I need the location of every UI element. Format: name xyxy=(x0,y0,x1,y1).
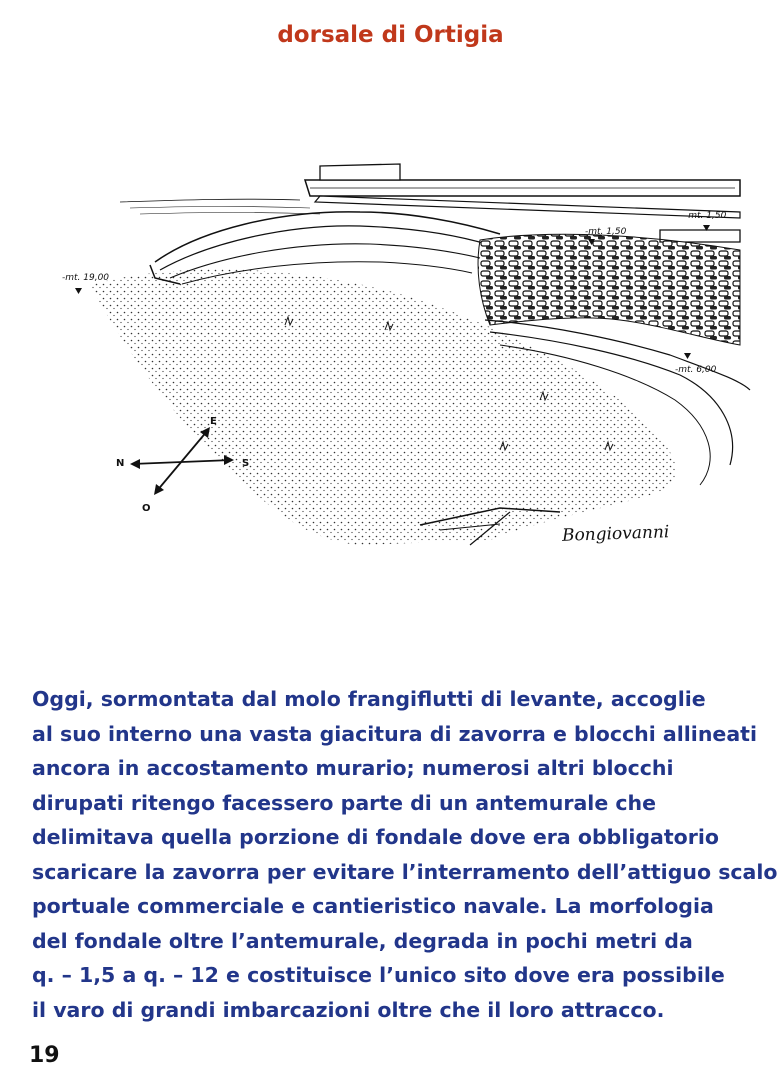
compass-south: S xyxy=(242,458,250,469)
body-paragraph xyxy=(32,682,778,1027)
body-line: Oggi, sormontata dal molo frangiflutti di levante, accoglie xyxy=(32,687,706,711)
compass-east: E xyxy=(210,416,217,427)
artist-signature: Bongiovanni xyxy=(561,522,670,546)
body-line: del fondale oltre l’antemurale, degrada in pochi metri da xyxy=(32,928,693,953)
compass-west: O xyxy=(142,503,151,514)
seabed-illustration xyxy=(60,150,760,580)
page-number: 19 xyxy=(29,1043,60,1068)
body-line: al suo interno una vasta giacitura di zavorra e blocchi allineati xyxy=(32,721,757,746)
body-line: il varo di grandi imbarcazioni oltre che il loro attracco. xyxy=(32,997,665,1022)
svg-text:-mt. 6,00: -mt. 6,00 xyxy=(675,365,717,375)
svg-text:-mt. 19,00: -mt. 19,00 xyxy=(62,273,110,283)
body-line: dirupati ritengo facessero parte di un antemurale che xyxy=(32,790,657,815)
body-line: delimitava quella porzione di fondale dove era obbligatorio xyxy=(32,825,719,849)
body-line: scaricare la zavorra per evitare l’interramento dell’attiguo scalo xyxy=(32,859,778,884)
page-title: dorsale di Ortigia xyxy=(277,22,504,48)
svg-text:-mt. 1,50: -mt. 1,50 xyxy=(585,227,627,237)
body-line: portuale commerciale e cantieristico navale. La morfologia xyxy=(32,894,714,918)
ballast-blocks-field xyxy=(478,234,740,345)
svg-text:-mt. 1,50: -mt. 1,50 xyxy=(685,211,727,221)
compass-north: N xyxy=(116,458,125,469)
depth-marker-150-right xyxy=(685,211,727,231)
body-line: q. – 1,5 a q. – 12 e costituisce l’unico sito dove era possibile xyxy=(32,963,725,987)
body-line: ancora in accostamento murario; numerosi altri blocchi xyxy=(32,756,674,780)
